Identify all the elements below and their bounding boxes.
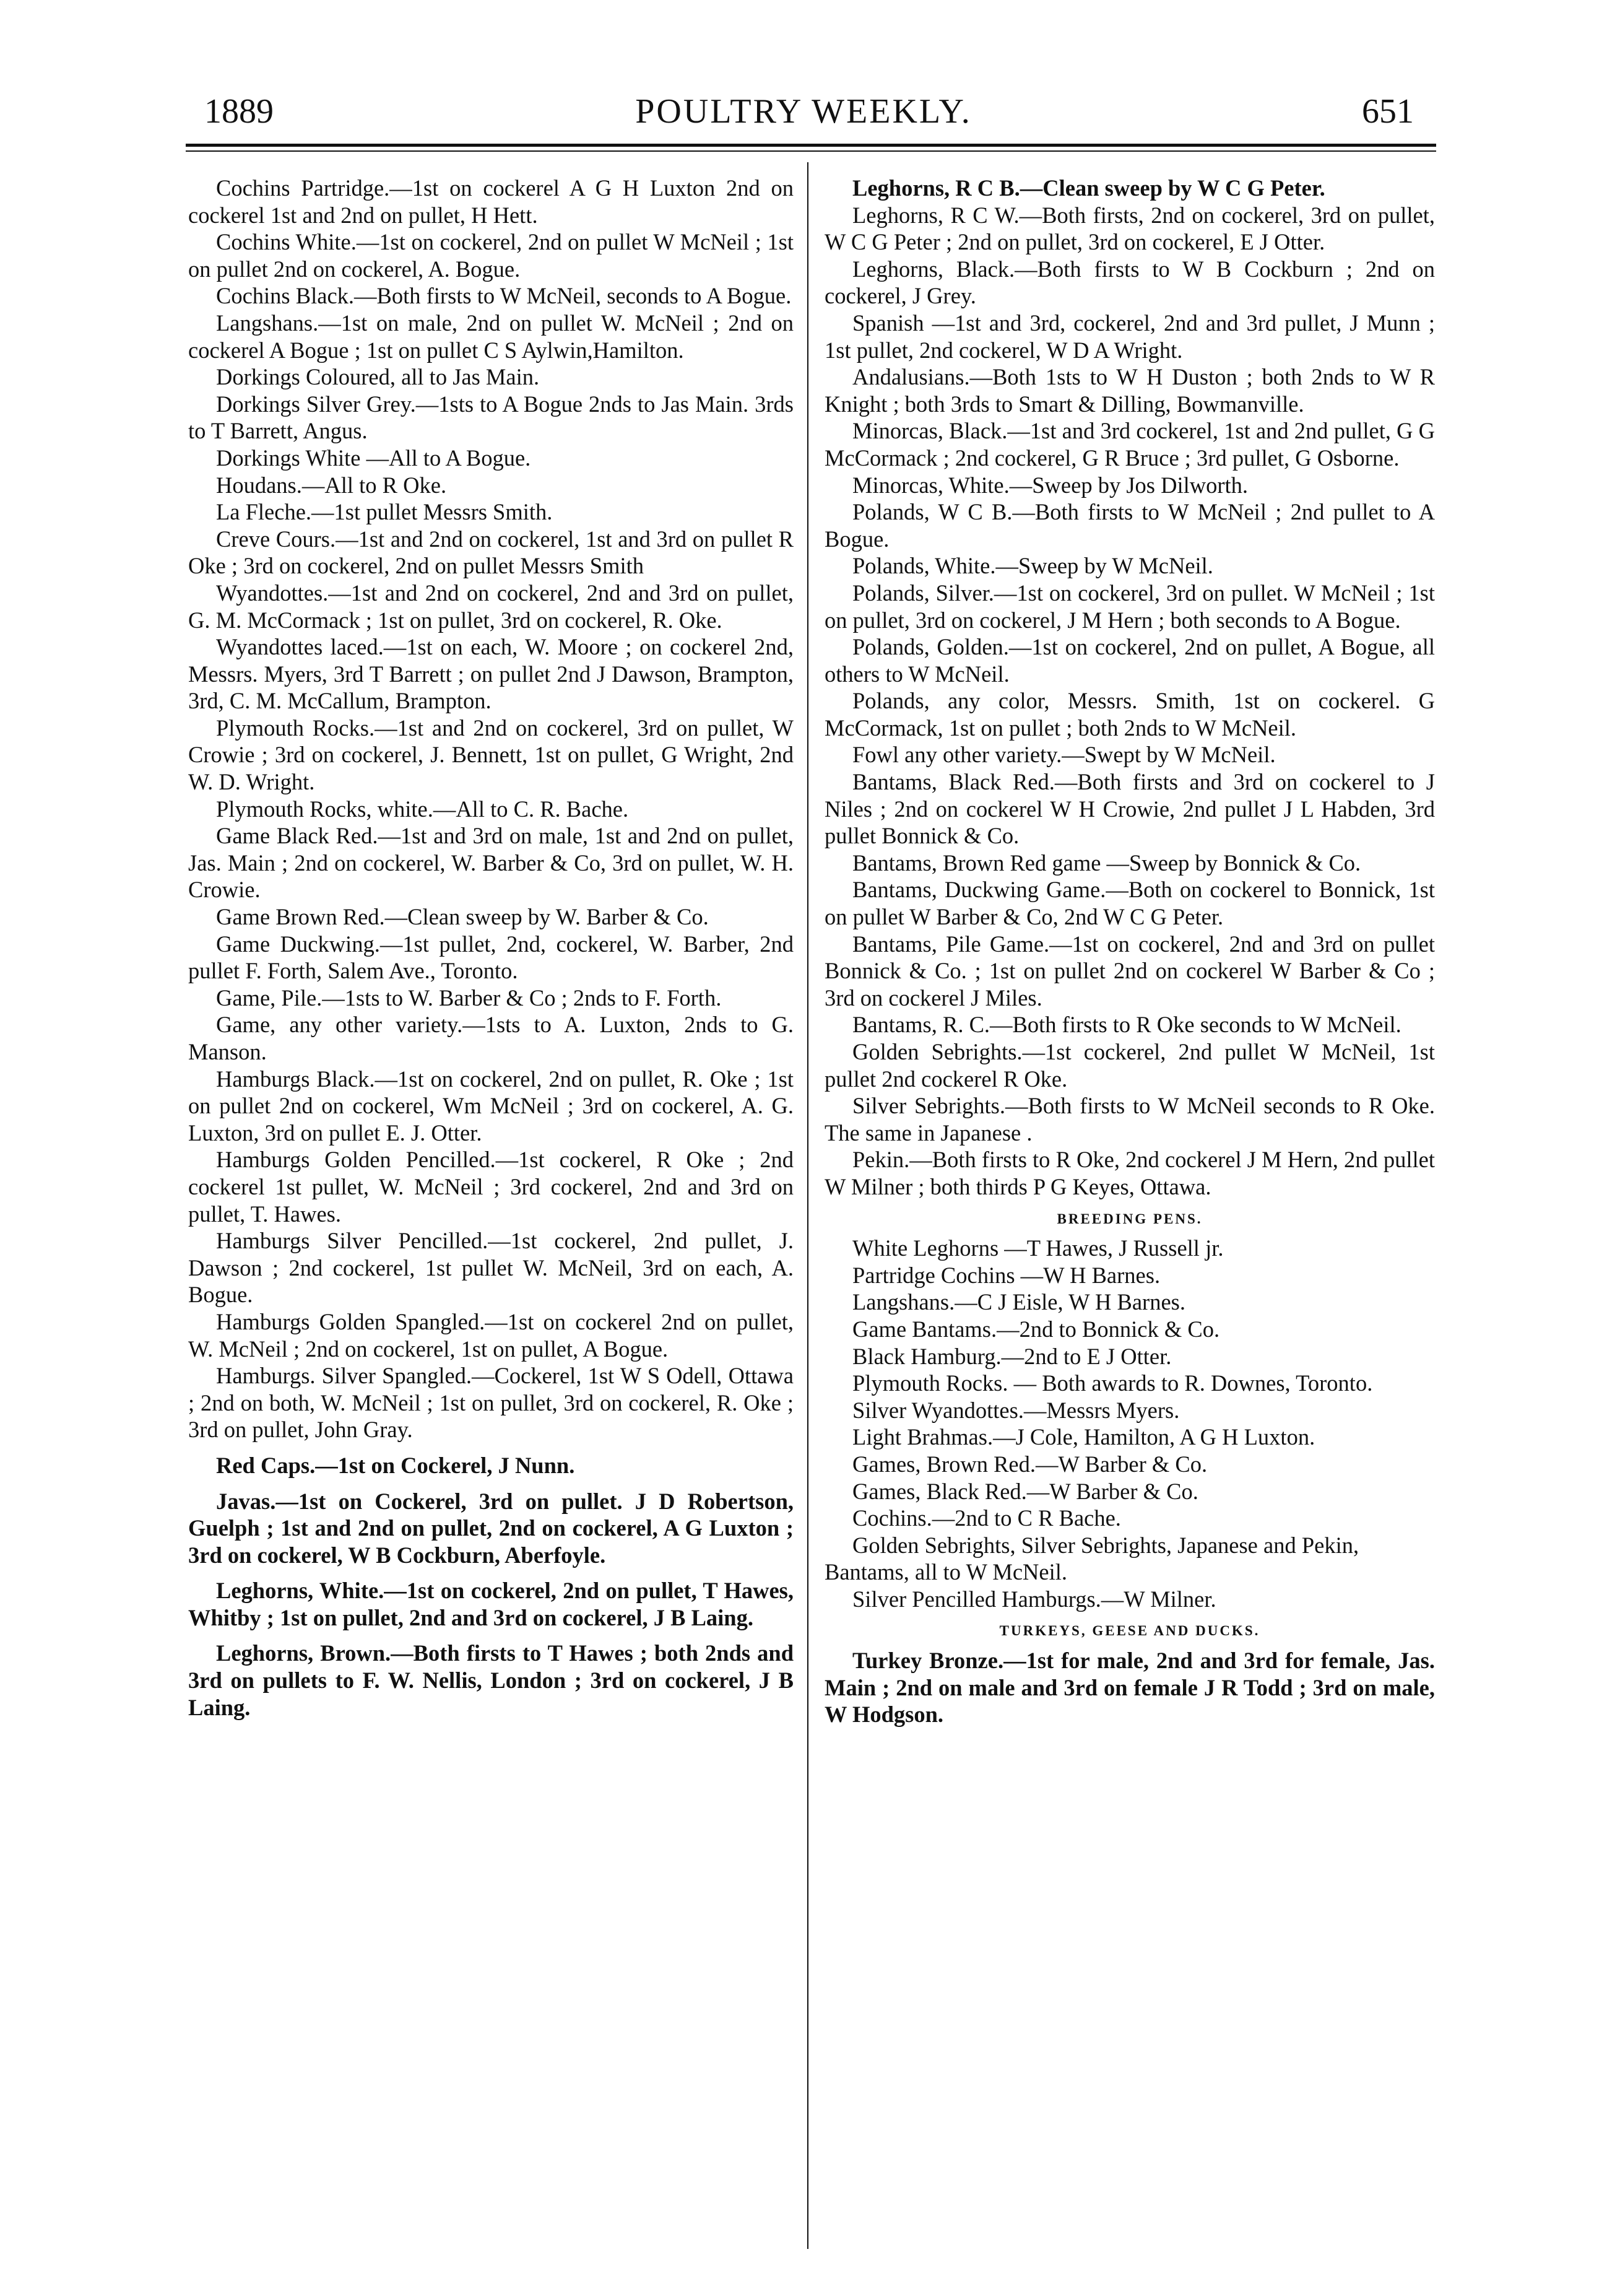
header-year: 1889 xyxy=(204,92,274,131)
result-entry: Wyandottes laced.—1st on each, W. Moore ; on cockerel 2nd, Messrs. Myers, 3rd T Barrett ; on pullet 2nd J Dawson, Brampton, 3rd, C. M. McCallum, Brampton. xyxy=(188,634,794,714)
result-entry: Bantams, R. C.—Both firsts to R Oke seconds to W McNeil. xyxy=(852,1012,1401,1038)
result-entry: Games, Black Red.—W Barber & Co. xyxy=(852,1478,1198,1504)
result-entry: Bantams, Black Red.—Both firsts and 3rd on cockerel to J Niles ; 2nd on cockerel W H Crowie, 2nd pullet J L Habden, 3rd pullet Bonnick & Co. xyxy=(825,769,1435,849)
right-column xyxy=(825,175,1435,1728)
result-entry: Game Brown Red.—Clean sweep by W. Barber & Co. xyxy=(216,904,709,930)
result-entry: Pekin.—Both firsts to R Oke, 2nd cockerel J M Hern, 2nd pullet W Milner ; both thirds P G Keyes, Ottawa. xyxy=(825,1147,1435,1199)
result-entry: Polands, Silver.—1st on cockerel, 3rd on pullet. W McNeil ; 1st on pullet, 3rd on cockerel, J M Hern ; both seconds to A Bogue. xyxy=(825,580,1435,633)
result-entry: Hamburgs. Silver Spangled.—Cockerel, 1st W S Odell, Ottawa ; 2nd on both, W. McNeil ; 1st on pullet, 3rd on cockerel, R. Oke ; 3rd on pullet, John Gray. xyxy=(188,1363,794,1443)
left-column xyxy=(188,175,794,1721)
result-entry: Polands, any color, Messrs. Smith, 1st on cockerel. G McCormack, 1st on pullet ; both 2nds to W McNeil. xyxy=(825,688,1435,741)
breeding-pens-heading: BREEDING PENS. xyxy=(1057,1211,1203,1227)
result-entry: Leghorns, R C B.—Clean sweep by W C G Peter. xyxy=(852,175,1325,201)
result-entry: Leghorns, Brown.—Both firsts to T Hawes ; both 2nds and 3rd on pullets to F. W. Nellis, London ; 3rd on cockerel, J B Laing. xyxy=(188,1640,794,1720)
result-entry: Dorkings Silver Grey.—1sts to A Bogue 2nds to Jas Main. 3rds to T Barrett, Angus. xyxy=(188,391,794,444)
turkeys-list xyxy=(825,1647,1435,1728)
result-entry: Leghorns, Black.—Both firsts to W B Cockburn ; 2nd on cockerel, J Grey. xyxy=(825,256,1435,309)
result-entry: Silver Sebrights.—Both firsts to W McNeil seconds to R Oke. The same in Japanese . xyxy=(825,1093,1435,1146)
result-entry: Turkey Bronze.—1st for male, 2nd and 3rd for female, Jas. Main ; 2nd on male and 3rd on female J R Todd ; 3rd on male, W Hodgson. xyxy=(825,1648,1435,1728)
result-entry: Polands, W C B.—Both firsts to W McNeil ; 2nd pullet to A Bogue. xyxy=(825,499,1435,552)
result-entry: Langshans.—C J Eisle, W H Barnes. xyxy=(852,1289,1185,1315)
result-entry: Hamburgs Golden Pencilled.—1st cockerel, R Oke ; 2nd cockerel 1st pullet, W. McNeil ; 3rd cockerel, 2nd and 3rd on pullet, T. Hawes. xyxy=(188,1147,794,1227)
header-rule xyxy=(186,144,1436,147)
right-column-results xyxy=(825,175,1435,1201)
result-entry: La Fleche.—1st pullet Messrs Smith. xyxy=(216,499,553,525)
result-entry: Spanish —1st and 3rd, cockerel, 2nd and 3rd pullet, J Munn ; 1st pullet, 2nd cockerel, W D A Wright. xyxy=(825,310,1435,363)
result-entry: Game, Pile.—1sts to W. Barber & Co ; 2nds to F. Forth. xyxy=(216,985,722,1011)
result-entry: Javas.—1st on Cockerel, 3rd on pullet. J D Robertson, Guelph ; 1st and 2nd on pullet, 2nd on cockerel, A G Luxton ; 3rd on cockerel, W B Cockburn, Aberfoyle. xyxy=(188,1488,794,1568)
result-entry: Hamburgs Black.—1st on cockerel, 2nd on pullet, R. Oke ; 1st on pullet 2nd on cockerel, Wm McNeil ; 3rd on cockerel, A. G. Luxton, 3rd on pullet E. J. Otter. xyxy=(188,1066,794,1146)
result-entry: Golden Sebrights.—1st cockerel, 2nd pullet W McNeil, 1st pullet 2nd cockerel R Oke. xyxy=(825,1039,1435,1092)
result-entry: Bantams, Pile Game.—1st on cockerel, 2nd and 3rd on pullet Bonnick & Co. ; 1st on pullet 2nd on cockerel W Barber & Co ; 3rd on cockerel J Miles. xyxy=(825,931,1435,1011)
result-entry: Black Hamburg.—2nd to E J Otter. xyxy=(852,1343,1172,1369)
result-entry: Golden Sebrights, Silver Sebrights, Japanese and Pekin, Bantams, all to W McNeil. xyxy=(825,1532,1359,1585)
result-entry: Bantams, Duckwing Game.—Both on cockerel to Bonnick, 1st on pullet W Barber & Co, 2nd W C G Peter. xyxy=(825,877,1435,930)
result-entry: Game, any other variety.—1sts to A. Luxton, 2nds to G. Manson. xyxy=(188,1012,794,1064)
result-entry: White Leghorns —T Hawes, J Russell jr. xyxy=(852,1235,1224,1261)
result-entry: Hamburgs Silver Pencilled.—1st cockerel, 2nd pullet, J. Dawson ; 2nd cockerel, 1st pullet W. McNeil, 3rd on each, A. Bogue. xyxy=(188,1228,794,1308)
header-page-number: 651 xyxy=(1362,92,1414,131)
result-entry: Polands, Golden.—1st on cockerel, 2nd on pullet, A Bogue, all others to W McNeil. xyxy=(825,634,1435,687)
result-entry: Wyandottes.—1st and 2nd on cockerel, 2nd and 3rd on pullet, G. M. McCormack ; 1st on pullet, 3rd on cockerel, R. Oke. xyxy=(188,580,794,633)
result-entry: Red Caps.—1st on Cockerel, J Nunn. xyxy=(216,1452,575,1478)
breeding-pens-list xyxy=(825,1235,1435,1612)
result-entry: Minorcas, Black.—1st and 3rd cockerel, 1st and 2nd pullet, G G McCormack ; 2nd cockerel, G R Bruce ; 3rd pullet, G Osborne. xyxy=(825,418,1435,471)
result-entry: Partridge Cochins —W H Barnes. xyxy=(852,1262,1161,1288)
result-entry: Fowl any other variety.—Swept by W McNeil. xyxy=(852,742,1276,768)
result-entry: Silver Wyandottes.—Messrs Myers. xyxy=(852,1397,1180,1423)
result-entry: Dorkings Coloured, all to Jas Main. xyxy=(216,364,540,390)
result-entry: Leghorns, R C W.—Both firsts, 2nd on cockerel, 3rd on pullet, W C G Peter ; 2nd on pullet, 3rd on cockerel, E J Otter. xyxy=(825,202,1435,255)
result-entry: Langshans.—1st on male, 2nd on pullet W. McNeil ; 2nd on cockerel A Bogue ; 1st on pullet C S Aylwin,Hamilton. xyxy=(188,310,794,363)
result-entry: Minorcas, White.—Sweep by Jos Dilworth. xyxy=(852,472,1249,498)
header-title: POULTRY WEEKLY. xyxy=(635,92,972,131)
header-rule-thin xyxy=(186,150,1436,152)
result-entry: Andalusians.—Both 1sts to W H Duston ; both 2nds to W R Knight ; both 3rds to Smart & Dilling, Bowmanville. xyxy=(825,364,1435,417)
result-entry: Plymouth Rocks. — Both awards to R. Downes, Toronto. xyxy=(852,1370,1373,1396)
result-entry: Cochins Black.—Both firsts to W McNeil, seconds to A Bogue. xyxy=(216,283,792,309)
result-entry: Bantams, Brown Red game —Sweep by Bonnick & Co. xyxy=(852,850,1361,876)
result-entry: Games, Brown Red.—W Barber & Co. xyxy=(852,1451,1208,1477)
result-entry: Cochins.—2nd to C R Bache. xyxy=(852,1505,1121,1531)
result-entry: Plymouth Rocks, white.—All to C. R. Bache. xyxy=(216,796,629,822)
column-divider xyxy=(807,162,808,2249)
result-entry: Dorkings White —All to A Bogue. xyxy=(216,445,531,471)
result-entry: Game Duckwing.—1st pullet, 2nd, cockerel, W. Barber, 2nd pullet F. Forth, Salem Ave., Toronto. xyxy=(188,931,794,984)
result-entry: Polands, White.—Sweep by W McNeil. xyxy=(852,553,1213,579)
result-entry: Silver Pencilled Hamburgs.—W Milner. xyxy=(852,1586,1216,1612)
result-entry: Light Brahmas.—J Cole, Hamilton, A G H Luxton. xyxy=(852,1424,1315,1450)
result-entry: Plymouth Rocks.—1st and 2nd on cockerel, 3rd on pullet, W Crowie ; 3rd on cockerel, J. Bennett, 1st on pullet, G Wright, 2nd W. D. Wright. xyxy=(188,715,794,795)
turkeys-heading: TURKEYS, GEESE AND DUCKS. xyxy=(999,1623,1260,1639)
result-entry: Cochins White.—1st on cockerel, 2nd on pullet W McNeil ; 1st on pullet 2nd on cockerel, A. Bogue. xyxy=(188,229,794,282)
result-entry: Creve Cours.—1st and 2nd on cockerel, 1st and 3rd on pullet R Oke ; 3rd on cockerel, 2nd on pullet Messrs Smith xyxy=(188,526,794,579)
result-entry: Game Black Red.—1st and 3rd on male, 1st and 2nd on pullet, Jas. Main ; 2nd on cockerel, W. Barber & Co, 3rd on pullet, W. H. Crowie. xyxy=(188,823,794,903)
result-entry: Cochins Partridge.—1st on cockerel A G H Luxton 2nd on cockerel 1st and 2nd on pullet, H Hett. xyxy=(188,175,794,228)
result-entry: Game Bantams.—2nd to Bonnick & Co. xyxy=(852,1316,1220,1342)
result-entry: Hamburgs Golden Spangled.—1st on cockerel 2nd on pullet, W. McNeil ; 2nd on cockerel, 1st on pullet, A Bogue. xyxy=(188,1308,794,1362)
result-entry: Houdans.—All to R Oke. xyxy=(216,472,447,498)
result-entry: Leghorns, White.—1st on cockerel, 2nd on pullet, T Hawes, Whitby ; 1st on pullet, 2nd and 3rd on cockerel, J B Laing. xyxy=(188,1578,794,1630)
